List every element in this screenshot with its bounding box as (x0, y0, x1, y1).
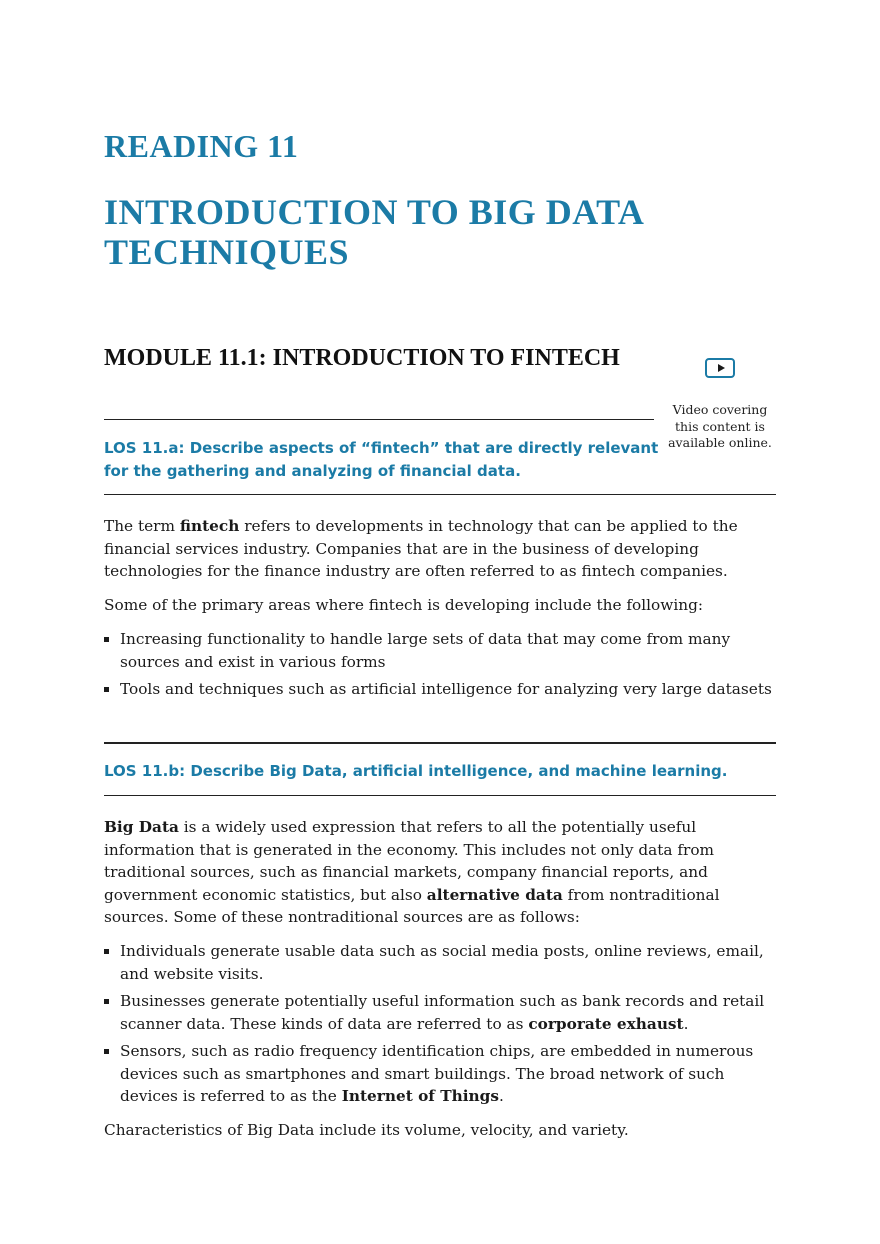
text-run: is a widely used expression that refers to all the potentially useful information that is generated in the economy. This includes not only data from traditional sources, such as financial markets, company financial reports, and government economic statistics, but also (104, 818, 715, 904)
big-data-paragraph (104, 816, 776, 929)
list-item: Tools and techniques such as artificial intelligence for analyzing very large datasets (104, 678, 776, 701)
term-internet-of-things: Internet of Things (341, 1087, 499, 1105)
los-11a-heading: LOS 11.a: Describe aspects of “fintech” that are directly relevant for the gathering and analyzing of financial data. (104, 439, 659, 480)
term-big-data: Big Data (104, 818, 179, 836)
video-callout[interactable] (660, 358, 780, 452)
text-run: . (498, 1087, 504, 1105)
list-item (104, 1040, 776, 1108)
reading-label: READING 11 (104, 128, 299, 164)
text-run: . (683, 1014, 689, 1033)
section-divider (104, 742, 776, 744)
big-data-characteristics: Characteristics of Big Data include its volume, velocity, and variety. (104, 1121, 629, 1139)
fintech-areas-intro: Some of the primary areas where fintech is developing include the following: (104, 596, 704, 614)
los-11a-divider (104, 494, 776, 495)
module-divider (104, 419, 654, 420)
los-11b-heading: LOS 11.b: Describe Big Data, artificial intelligence, and machine learning. (104, 762, 728, 780)
term-corporate-exhaust: corporate exhaust (528, 1014, 684, 1033)
term-fintech: fintech (179, 517, 240, 535)
nontraditional-sources-list (104, 940, 776, 1113)
los-11b-divider (104, 795, 776, 796)
list-item (104, 990, 776, 1035)
fintech-areas-list (104, 628, 776, 706)
text-run: from nontraditional sources. Some of these nontraditional sources are as follows: (104, 885, 720, 926)
text-run: refers to developments in technology that can be applied to the financial services industry. Companies that are in the business of developing technologies for the finance industry are often referred to as fintech companies. (104, 517, 738, 580)
list-item: Individuals generate usable data such as social media posts, online reviews, email, and website visits. (104, 940, 776, 985)
text-run: The term (104, 517, 180, 535)
fintech-paragraph (104, 515, 776, 583)
video-callout-text: Video covering this content is available online. (668, 402, 772, 450)
play-icon[interactable] (705, 358, 735, 378)
text-run: Businesses generate potentially useful information such as bank records and retail scanner data. These kinds of data are referred to as (120, 992, 765, 1033)
reading-title: INTRODUCTION TO BIG DATA TECHNIQUES (104, 192, 643, 272)
module-title: MODULE 11.1: INTRODUCTION TO FINTECH (104, 345, 620, 371)
term-alternative-data: alternative data (426, 885, 563, 904)
list-item: Increasing functionality to handle large sets of data that may come from many sources and exist in various forms (104, 628, 776, 673)
text-run: Sensors, such as radio frequency identification chips, are embedded in numerous devices such as smartphones and smart buildings. The broad network of such devices is referred to as the (120, 1042, 754, 1105)
